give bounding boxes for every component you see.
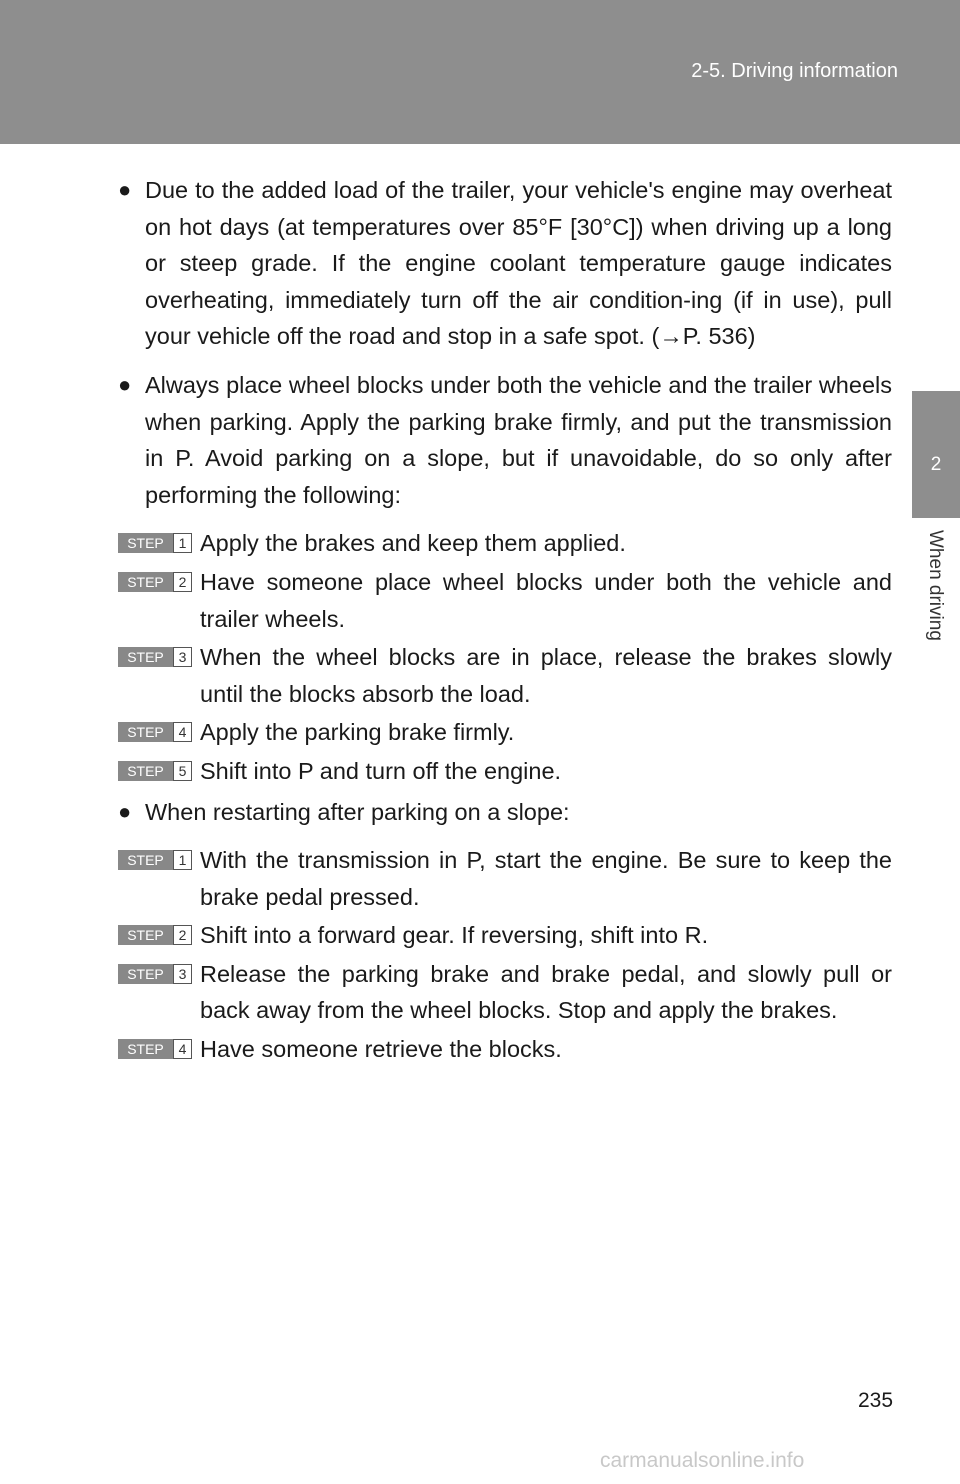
section-title: 2-5. Driving information xyxy=(691,60,898,82)
bullet-text: Always place wheel blocks under both the vehicle and the trailer wheels when parking. Apply the parking brake firmly, and put the transmission in P. Avoid parking on a slope, but if unavoidable, do so only after performing the following: xyxy=(145,371,892,508)
step-item xyxy=(118,1031,892,1068)
step-text: Apply the parking brake firmly. xyxy=(200,719,515,746)
step-badge xyxy=(118,722,194,742)
step-number: 4 xyxy=(173,722,192,742)
bullet-text: Due to the added load of the trailer, your vehicle's engine may overheat on hot days (at temperatures over 85°F [30°C]) when driving up a long or steep grade. If the engine coolant temperature gauge indicates overheating, immediately turn off the air condition-ing (if in use), pull your vehicle off the road and stop in a safe spot. (→P. 536) xyxy=(145,177,892,350)
step-number: 1 xyxy=(173,533,192,553)
step-item xyxy=(118,639,892,712)
step-number: 2 xyxy=(173,925,192,945)
bullet-icon: ● xyxy=(118,177,132,202)
step-word: STEP xyxy=(118,533,173,553)
step-badge xyxy=(118,761,194,781)
step-word: STEP xyxy=(118,850,173,870)
step-number: 5 xyxy=(173,761,192,781)
page-header xyxy=(0,0,960,144)
chapter-tab-number: 2 xyxy=(912,391,960,518)
step-word: STEP xyxy=(118,761,173,781)
bullet-item xyxy=(118,367,892,513)
bullet-item xyxy=(118,172,892,355)
step-item xyxy=(118,714,892,751)
step-word: STEP xyxy=(118,1039,173,1059)
step-number: 4 xyxy=(173,1039,192,1059)
step-word: STEP xyxy=(118,925,173,945)
step-badge xyxy=(118,572,194,592)
page-content xyxy=(118,172,892,1070)
step-badge xyxy=(118,1039,194,1059)
step-item xyxy=(118,917,892,954)
step-text: Apply the brakes and keep them applied. xyxy=(200,530,626,557)
step-text: Release the parking brake and brake pedal, and slowly pull or back away from the wheel blocks. Stop and apply the brakes. xyxy=(200,960,892,1024)
chapter-tab-label: When driving xyxy=(925,530,946,641)
step-text: Have someone place wheel blocks under both the vehicle and trailer wheels. xyxy=(200,568,892,632)
step-text: Shift into a forward gear. If reversing, shift into R. xyxy=(200,922,709,949)
step-text: When the wheel blocks are in place, release the brakes slowly until the blocks absorb the load. xyxy=(200,644,892,707)
step-word: STEP xyxy=(118,647,173,667)
step-item xyxy=(118,842,892,915)
step-text: Shift into P and turn off the engine. xyxy=(200,757,562,784)
step-item xyxy=(118,525,892,562)
step-number: 3 xyxy=(173,647,192,667)
step-item xyxy=(118,753,892,790)
step-badge xyxy=(118,925,194,945)
bullet-item xyxy=(118,794,892,831)
step-number: 3 xyxy=(173,964,192,984)
step-text: With the transmission in P, start the engine. Be sure to keep the brake pedal pressed. xyxy=(200,847,892,910)
bullet-icon: ● xyxy=(118,371,132,397)
page-number: 235 xyxy=(858,1389,894,1412)
bullet-icon: ● xyxy=(118,798,132,824)
step-number: 1 xyxy=(173,850,192,870)
bullet-text: When restarting after parking on a slope: xyxy=(145,798,570,825)
watermark: carmanualsonline.info xyxy=(600,1449,805,1472)
chapter-tab xyxy=(912,518,960,1178)
step-badge xyxy=(118,964,194,984)
step-word: STEP xyxy=(118,572,173,592)
step-number: 2 xyxy=(173,572,192,592)
step-badge xyxy=(118,533,194,553)
step-badge xyxy=(118,850,194,870)
step-item xyxy=(118,956,892,1029)
step-word: STEP xyxy=(118,964,173,984)
step-word: STEP xyxy=(118,722,173,742)
step-badge xyxy=(118,647,194,667)
step-item xyxy=(118,564,892,637)
step-text: Have someone retrieve the blocks. xyxy=(200,1036,562,1063)
